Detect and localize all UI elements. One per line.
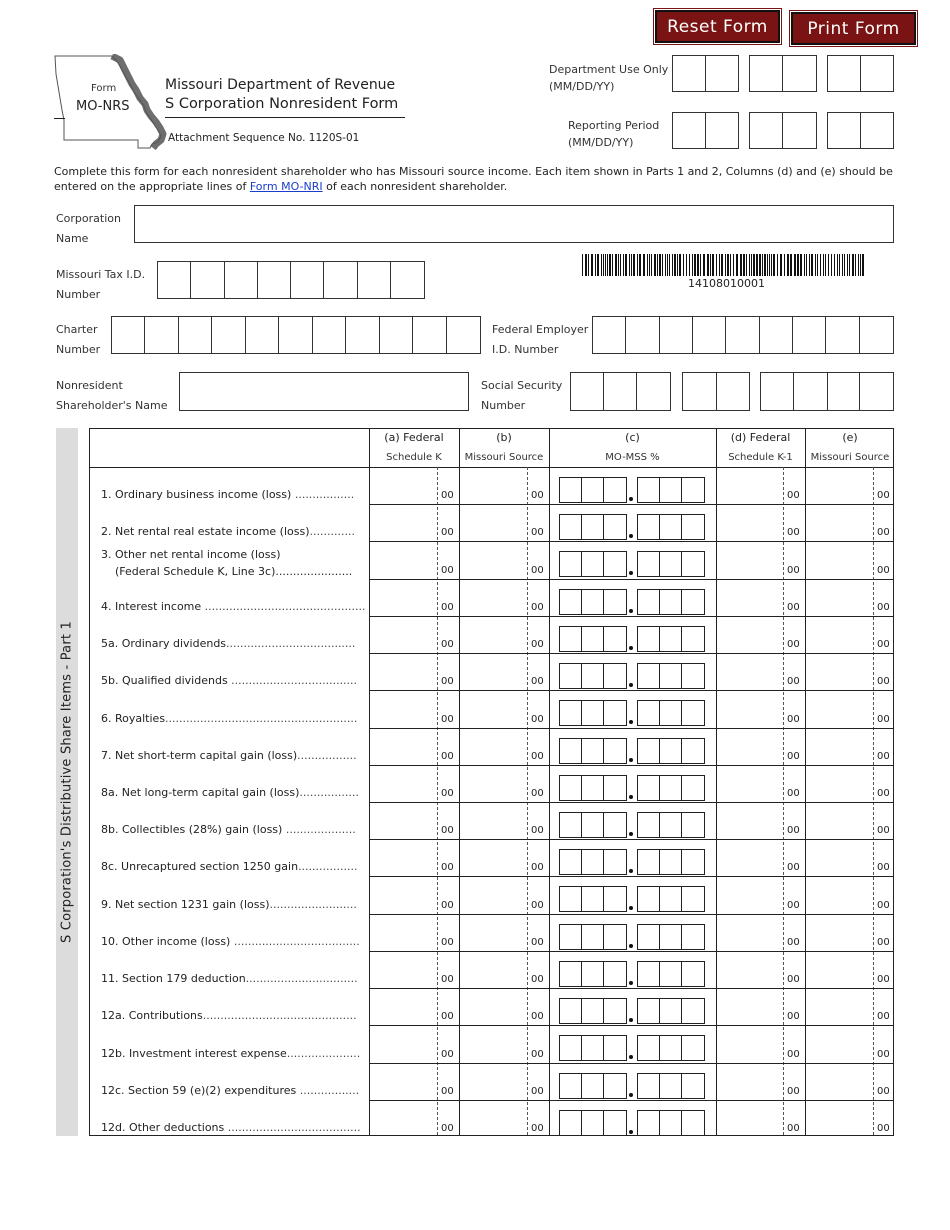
cents-label: 00 [531,639,544,651]
cents-label: 00 [877,788,890,799]
cents-label: 00 [531,862,544,874]
cents-label: 00 [787,1011,800,1023]
cents-label: 00 [877,601,890,613]
tax-id-label: Missouri Tax I.D. Number [56,268,146,301]
cents-label: 00 [441,713,454,725]
agency-name: Missouri Department of Revenue [165,77,396,93]
decimal-point [629,1018,633,1022]
missouri-tax-id-field[interactable] [157,261,425,299]
mo-mss-percent-whole-field[interactable] [559,700,627,726]
cents-label: 00 [441,899,454,911]
digit-box[interactable] [447,317,480,353]
reporting-period-day[interactable] [749,112,817,149]
cents-label: 00 [441,601,454,613]
cents-label: 00 [531,1048,544,1060]
row-label: 5a. Ordinary dividends..................................... [101,637,356,651]
mo-mss-percent-decimal-field[interactable] [637,626,705,652]
digit-box[interactable] [593,317,626,353]
cents-label: 00 [441,639,454,651]
digit-box[interactable] [358,262,391,298]
cents-label: 00 [787,1085,800,1097]
column-header [459,431,549,463]
digit-box[interactable] [279,317,312,353]
form-id: MO-NRS [76,99,130,114]
divider [54,118,65,119]
cents-label: 00 [787,713,800,725]
cents-label: 00 [441,825,454,837]
mo-mss-percent-decimal-field[interactable] [637,589,705,615]
cents-label: 00 [441,750,454,762]
cents-label: 00 [787,825,800,837]
cents-label: 00 [441,1011,454,1023]
mo-mss-percent-whole-field[interactable] [559,1073,627,1099]
dept-use-day[interactable] [749,55,817,92]
column-header-title: (b) [496,431,512,444]
digit-box[interactable] [246,317,279,353]
decimal-point [629,795,633,799]
digit-box[interactable] [380,317,413,353]
digit-box[interactable] [324,262,357,298]
reporting-period-label: Reporting Period (MM/DD/YY) [568,119,660,149]
cents-label: 00 [877,490,890,502]
mo-mss-percent-decimal-field[interactable] [637,477,705,503]
cents-label: 00 [531,1123,544,1134]
digit-box[interactable] [258,262,291,298]
attachment-sequence: Attachment Sequence No. 1120S-01 [168,132,360,144]
row-label: 12d. Other deductions ...................................... [101,1121,361,1134]
cents-label: 00 [877,1011,890,1023]
row-label: 3. Other net rental income (loss) (Federal Schedule K, Line 3c)...................... [101,547,353,578]
dept-use-label: Department Use Only (MM/DD/YY) [549,63,669,93]
digit-box[interactable] [346,317,379,353]
cents-label: 00 [877,862,890,874]
cents-label: 00 [877,639,890,651]
cents-label: 00 [441,1048,454,1060]
digit-box[interactable] [145,317,178,353]
decimal-point [629,683,633,687]
digit-box[interactable] [391,262,424,298]
mo-mss-percent-whole-field[interactable] [559,849,627,875]
cents-label: 00 [787,750,800,762]
column-header-subtitle: Schedule K-1 [728,452,793,463]
cents-label: 00 [787,564,800,576]
cents-label: 00 [531,899,544,911]
row-label: 4. Interest income .............................................. [101,599,366,613]
digit-box[interactable] [760,317,793,353]
fein-field[interactable] [592,316,894,354]
corporation-name-field[interactable] [134,205,894,243]
mo-mss-percent-decimal-field[interactable] [637,551,705,577]
mo-mss-percent-whole-field[interactable] [559,886,627,912]
cents-label: 00 [441,788,454,799]
row-label: 1. Ordinary business income (loss) ................. [101,488,355,502]
row-label: 11. Section 179 deduction................................ [101,972,358,986]
cents-label: 00 [877,899,890,911]
cents-label: 00 [531,936,544,948]
cents-label: 00 [531,825,544,837]
column-header-subtitle: Missouri Source [464,452,544,463]
ssn-label: Social Security Number [481,379,563,412]
cents-label: 00 [531,601,544,613]
decimal-point [629,1055,633,1059]
cents-label: 00 [877,713,890,725]
column-divider [549,429,550,1135]
digit-box[interactable] [212,317,245,353]
cents-label: 00 [877,1048,890,1060]
mo-mss-percent-whole-field[interactable] [559,551,627,577]
barcode-image [582,254,869,276]
cents-label: 00 [877,676,890,688]
digit-box[interactable] [660,317,693,353]
mo-mss-percent-whole-field[interactable] [559,775,627,801]
mo-mss-percent-whole-field[interactable] [559,998,627,1024]
row-label: 8a. Net long-term capital gain (loss)................. [101,786,359,799]
ssn-group-field[interactable] [682,372,750,411]
cents-label: 00 [787,862,800,874]
cents-label: 00 [441,1123,454,1134]
mo-mss-percent-whole-field[interactable] [559,812,627,838]
charter-number-label: Charter Number [56,323,101,356]
column-header-subtitle: Missouri Source [810,452,890,463]
digit-box[interactable] [793,317,826,353]
row-label: 9. Net section 1231 gain (loss)......................... [101,897,357,911]
column-header [716,431,805,463]
part1-side-label: S Corporation's Distributive Share Items - Part 1 [59,621,75,943]
digit-box[interactable] [291,262,324,298]
cents-label: 00 [531,527,544,539]
digit-box[interactable] [413,317,446,353]
column-header-title: (d) Federal [730,431,791,444]
row-label: 10. Other income (loss) .................................... [101,934,360,948]
decimal-point [629,944,633,948]
mo-mss-percent-decimal-field[interactable] [637,775,705,801]
cents-label: 00 [531,713,544,725]
digit-box[interactable] [191,262,224,298]
column-header-title: (c) [625,431,640,444]
decimal-point [629,534,633,538]
decimal-point [629,832,633,836]
cents-label: 00 [531,676,544,688]
column-header-subtitle: MO-MSS % [605,452,660,463]
cents-label: 00 [441,490,454,502]
digit-box[interactable] [626,317,659,353]
mo-mss-percent-decimal-field[interactable] [637,961,705,987]
cents-label: 00 [787,788,800,799]
column-header-subtitle: Schedule K [386,452,442,463]
decimal-point [629,869,633,873]
ssn-serial-field[interactable] [760,372,894,411]
mo-mss-percent-decimal-field[interactable] [637,1035,705,1061]
cents-label: 00 [441,862,454,874]
column-header [805,431,895,463]
cents-label: 00 [877,564,890,576]
mo-mss-percent-decimal-field[interactable] [637,886,705,912]
row-label: 5b. Qualified dividends .................................... [101,674,358,688]
decimal-point [629,571,633,575]
cents-label: 00 [531,564,544,576]
digit-box[interactable] [225,262,258,298]
decimal-point [629,720,633,724]
mo-mss-percent-decimal-field[interactable] [637,700,705,726]
mo-mss-percent-whole-field[interactable] [559,589,627,615]
cents-label: 00 [877,750,890,762]
cents-label: 00 [787,1123,800,1134]
mo-mss-percent-decimal-field[interactable] [637,1110,705,1136]
row-label: 12c. Section 59 (e)(2) expenditures ................. [101,1083,360,1097]
cents-label: 00 [441,527,454,539]
row-label: 6. Royalties....................................................... [101,711,358,725]
column-header [549,431,716,463]
cents-label: 00 [787,1048,800,1060]
cents-label: 00 [787,490,800,502]
dept-use-year[interactable] [827,55,894,92]
mo-mss-percent-whole-field[interactable] [559,924,627,950]
digit-box[interactable] [313,317,346,353]
ssn-area-field[interactable] [570,372,671,411]
mo-mss-percent-decimal-field[interactable] [637,924,705,950]
digit-box[interactable] [179,317,212,353]
part1-table [89,428,894,1136]
mo-mss-percent-whole-field[interactable] [559,626,627,652]
cents-label: 00 [787,601,800,613]
row-label: 12a. Contributions............................................ [101,1009,357,1023]
decimal-point [629,981,633,985]
digit-box[interactable] [112,317,145,353]
mo-mss-percent-whole-field[interactable] [559,663,627,689]
cents-label: 00 [787,899,800,911]
cents-label: 00 [531,974,544,986]
row-label: 8c. Unrecaptured section 1250 gain................. [101,860,358,874]
print-form-button[interactable]: Print Form [791,12,916,45]
decimal-point [629,646,633,650]
cents-label: 00 [441,936,454,948]
cents-label: 00 [531,750,544,762]
cents-label: 00 [787,936,800,948]
row-label: 7. Net short-term capital gain (loss)................. [101,748,357,762]
cents-label: 00 [877,974,890,986]
corporation-name-label: Corporation Name [56,212,121,245]
charter-number-field[interactable] [111,316,481,354]
mo-mss-percent-whole-field[interactable] [559,514,627,540]
row-label: 12b. Investment interest expense..................... [101,1046,361,1060]
cents-label: 00 [877,825,890,837]
barcode-number: 14108010001 [688,277,765,290]
decimal-point [629,497,633,501]
cents-label: 00 [441,676,454,688]
digit-box[interactable] [158,262,191,298]
cents-label: 00 [877,527,890,539]
digit-box[interactable] [726,317,759,353]
form-word: Form [91,83,117,94]
row-label: 8b. Collectibles (28%) gain (loss) .................... [101,823,356,837]
cents-label: 00 [531,788,544,799]
cents-label: 00 [441,1085,454,1097]
mo-mss-percent-whole-field[interactable] [559,477,627,503]
mo-mss-percent-decimal-field[interactable] [637,849,705,875]
cents-label: 00 [531,1011,544,1023]
cents-label: 00 [531,1085,544,1097]
mo-mss-percent-whole-field[interactable] [559,1035,627,1061]
column-header-title: (a) Federal [384,431,444,444]
dept-use-month[interactable] [672,55,739,92]
form-mo-nri-link[interactable]: Form MO-NRI [249,180,323,193]
decimal-point [629,906,633,910]
cents-label: 00 [877,936,890,948]
decimal-point [629,609,633,613]
decimal-point [629,1093,633,1097]
digit-box[interactable] [826,317,859,353]
mo-mss-percent-decimal-field[interactable] [637,738,705,764]
mo-mss-percent-decimal-field[interactable] [637,1073,705,1099]
reporting-period-month[interactable] [672,112,739,149]
mo-mss-percent-decimal-field[interactable] [637,998,705,1024]
decimal-point [629,758,633,762]
cents-label: 00 [441,974,454,986]
digit-box[interactable] [860,317,893,353]
mo-mss-percent-whole-field[interactable] [559,738,627,764]
fein-label: Federal Employer I.D. Number [492,323,589,356]
shareholder-name-label: Nonresident Shareholder's Name [56,379,168,412]
instructions: Complete this form for each nonresident shareholder who has Missouri source income. Each item shown in Parts 1 and 2, Columns (d) and (e) should be entered on the appropriate lines of Form MO-NRI of each nonresident shareholder. [54,165,893,193]
cents-label: 00 [877,1085,890,1097]
mo-mss-percent-whole-field[interactable] [559,961,627,987]
mo-mss-percent-decimal-field[interactable] [637,663,705,689]
cents-label: 00 [787,639,800,651]
cents-label: 00 [787,676,800,688]
column-header-title: (e) [842,431,858,444]
cents-label: 00 [441,564,454,576]
column-header [369,431,459,463]
cents-label: 00 [787,527,800,539]
shareholder-name-field[interactable] [179,372,469,411]
cents-label: 00 [531,490,544,502]
mo-mss-percent-decimal-field[interactable] [637,812,705,838]
mo-mss-percent-decimal-field[interactable] [637,514,705,540]
reporting-period-year[interactable] [827,112,894,149]
form-title: S Corporation Nonresident Form [165,96,399,112]
mo-mss-percent-whole-field[interactable] [559,1110,627,1136]
reset-form-button[interactable]: Reset Form [655,10,780,43]
cents-label: 00 [877,1123,890,1134]
decimal-point [629,1130,633,1134]
digit-box[interactable] [693,317,726,353]
cents-label: 00 [787,974,800,986]
title-underline [165,117,405,118]
row-label: 2. Net rental real estate income (loss)............. [101,525,355,539]
